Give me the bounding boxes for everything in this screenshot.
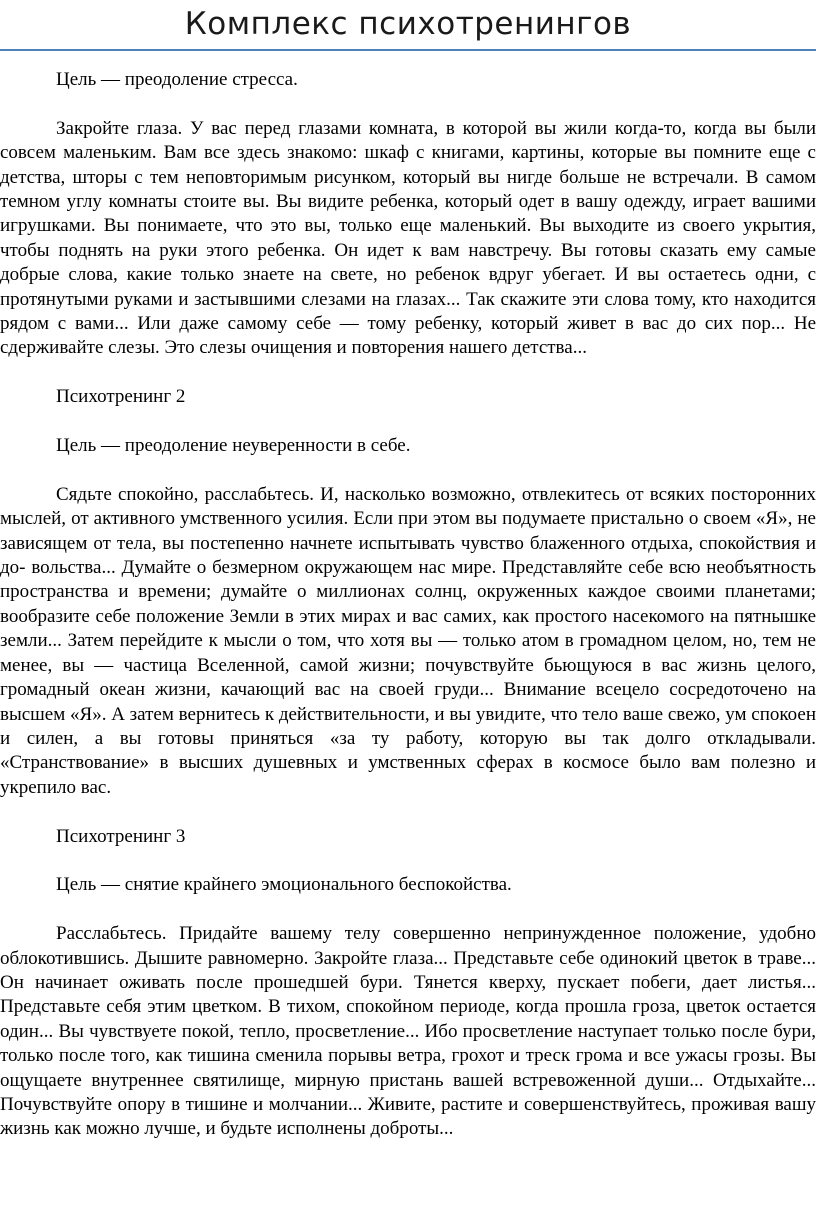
title-underline-rule [0, 49, 816, 51]
section-heading-2: Психотренинг 2 [56, 386, 186, 408]
goal-paragraph-3: Цель — снятие крайнего эмоционального беспокойства. [56, 874, 512, 896]
section-heading-3: Психотренинг 3 [56, 825, 186, 847]
document-title: Комплекс психотренингов [184, 6, 632, 42]
document-body [0, 68, 816, 1166]
exercise-paragraph-1: Закройте глаза. У вас перед глазами комната, в которой вы жили когда-то, когда вы были совсем маленьким. Вам все здесь знакомо: шкаф с книгами, картины, которые вы помните еще с детства, шторы с тем неповторимым рисунком, который вы нигде больше не встречали. В самом темном углу комнаты стоите вы. Вы видите ребенка, который одет в вашу одежду, играет вашими игрушками. Вы понимаете, что это вы, только еще маленький. Вы выходите из своего укрытия, чтобы поднять на руки этого ребенка. Он идет к вам навстречу. Вы готовы сказать ему самые добрые слова, какие только знаете на свете, но ребенок вдруг убегает. И вы остаетесь одни, с протянутыми руками и застывшими слезами на глазах... Так скажите эти слова тому, кто находится рядом с вами... Или даже самому себе — тому ребенку, который живет в вас до сих пор... Не сдерживайте слезы. Это слезы очищения и повторения нашего детства... [0, 117, 816, 359]
exercise-paragraph-3: Расслабьтесь. Придайте вашему телу совершенно непринужденное положение, удобно облокотившись. Дышите равномерно. Закройте глаза... Представьте себе одинокий цветок в траве... Он начинает оживать после прошедшей бури. Тянется кверху, пускает побеги, дает листья... Представьте себя этим цветком. В тихом, спокойном периоде, когда прошла гроза, цветок остается один... Вы чувствуете покой, тепло, просветление... Ибо просветление наступает только после бури, только после того, как тишина сменила порывы ветра, грохот и треск грома и все ужасы грозы. Вы ощущаете внутреннее святилище, мирную пристань вашей встревоженной души... Отдыхайте... Почувствуйте опору в тишине и молчании... Живите, растите и совершенствуйтесь, проживая вашу жизнь как можно лучше, и будьте исполнены доброты... [0, 923, 816, 1140]
goal-paragraph-2: Цель — преодоление неуверенности в себе. [56, 435, 411, 457]
goal-paragraph-1: Цель — преодоление стресса. [56, 69, 298, 90]
exercise-paragraph-2: Сядьте спокойно, расслабьтесь. И, насколько возможно, отвлекитесь от всяких посторонних мыслей, от активного умственного усилия. Если при этом вы подумаете пристально о своем «Я», не зависящем от тела, вы постепенно начнете испытывать чувство блаженного отдыха, спокойствия и до- вольства... Думайте о безмерном окружающем нас мире. Представляйте себе всю необъятность пространства и времени; думайте о миллионах солнц, окруженных каждое своими планетами; вообразите себе положение Земли в этих мирах и вас самих, как простого насекомого на пятнышке земли... Затем перейдите к мысли о том, что хотя вы — только атом в громадном целом, но, тем не менее, вы — частица Вселенной, самой жизни; почувствуйте бьющуюся в вас жизнь целого, громадный океан жизни, качающий вас на своей груди... Внимание всецело сосредоточено на высшем «Я». А затем вернитесь к действительности, и вы увидите, что тело ваше свежо, ум спокоен и силен, а вы готовы приняться «за ту работу, которую вы так долго откладывали. «Странствование» в высших душевных и умственных сферах в космосе было вам полезно и укрепило вас. [0, 483, 816, 798]
